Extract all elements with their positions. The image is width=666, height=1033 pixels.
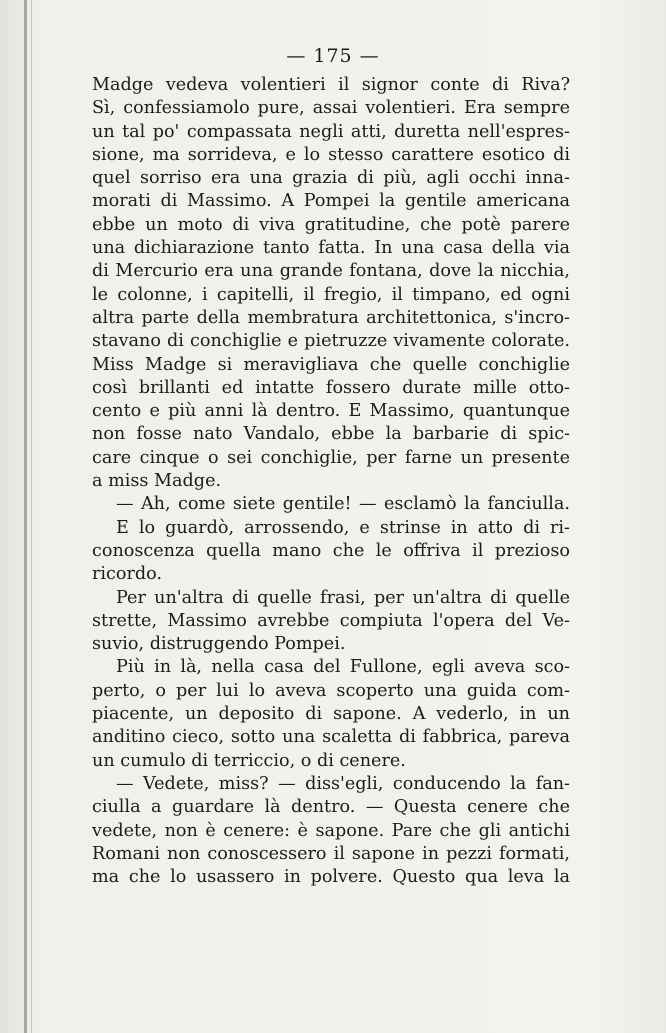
text-line: E lo guardò, arrossendo, e strinse in atto di ri- — [116, 517, 570, 538]
text-line: Miss Madge si meravigliava che quelle conchiglie — [92, 354, 570, 375]
text-line: strette, Massimo avrebbe compiuta l'opera del Ve- — [92, 610, 570, 631]
binding-edge — [24, 0, 27, 1033]
text-line: morati di Massimo. A Pompei la gentile americana — [92, 191, 570, 212]
text-line: anditino cieco, sotto una scaletta di fabbrica, pareva — [92, 727, 570, 748]
text-line: una dichiarazione tanto fatta. In una casa della via — [92, 238, 570, 259]
text-line: sione, ma sorrideva, e lo stesso carattere esotico di — [92, 144, 570, 165]
text-line: un cumulo di terriccio, o di cenere. — [92, 750, 406, 771]
page-number: — 175 — — [286, 45, 380, 67]
text-line: altra parte della membratura architettonica, s'incro- — [92, 307, 570, 328]
text-line: perto, o per lui lo aveva scoperto una guida com- — [92, 680, 570, 701]
text-line: le colonne, i capitelli, il fregio, il timpano, ed ogni — [92, 284, 570, 305]
text-line: ricordo. — [92, 564, 163, 585]
text-line: — Vedete, miss? — diss'egli, conducendo la fan- — [116, 773, 570, 794]
text-line: Sì, confessiamolo pure, assai volentieri. Era sempre — [92, 98, 570, 119]
text-line: quel sorriso era una grazia di più, agli occhi inna- — [92, 168, 570, 189]
text-line: piacente, un deposito di sapone. A vederlo, in un — [92, 704, 570, 725]
text-line: non fosse nato Vandalo, ebbe la barbarie di spic- — [92, 424, 570, 445]
text-line: conoscenza quella mano che le offriva il prezioso — [92, 540, 570, 561]
text-line: Più in là, nella casa del Fullone, egli aveva sco- — [116, 657, 570, 678]
text-line: a miss Madge. — [92, 471, 222, 492]
text-line: di Mercurio era una grande fontana, dove la nicchia, — [92, 261, 570, 282]
text-line: Per un'altra di quelle frasi, per un'altra di quelle — [116, 587, 570, 608]
text-line: ebbe un moto di viva gratitudine, che potè parere — [92, 214, 570, 235]
text-line: care cinque o sei conchiglie, per farne un presente — [92, 447, 570, 468]
text-line: stavano di conchiglie e pietruzze vivamente colorate. — [92, 331, 570, 352]
text-line: cento e più anni là dentro. E Massimo, quantunque — [92, 401, 570, 422]
text-line: Madge vedeva volentieri il signor conte di Riva? — [92, 75, 570, 95]
text-line: così brillanti ed intatte fossero durate mille otto- — [92, 377, 570, 398]
text-line: suvio, distruggendo Pompei. — [92, 634, 346, 655]
text-line: ma che lo usassero in polvere. Questo qua leva la — [92, 867, 570, 888]
text-line: vedete, non è cenere: è sapone. Pare che gli antichi — [92, 820, 570, 841]
text-line: un tal po' compassata negli atti, duretta nell'espres- — [92, 121, 570, 142]
body-text — [92, 74, 570, 889]
binding-edge-shadow — [31, 0, 32, 1033]
text-line: — Ah, come siete gentile! — esclamò la fanciulla. — [116, 494, 570, 515]
text-line: ciulla a guardare là dentro. — Questa cenere che — [92, 797, 570, 818]
text-line: Romani non conoscessero il sapone in pezzi formati, — [92, 843, 570, 864]
